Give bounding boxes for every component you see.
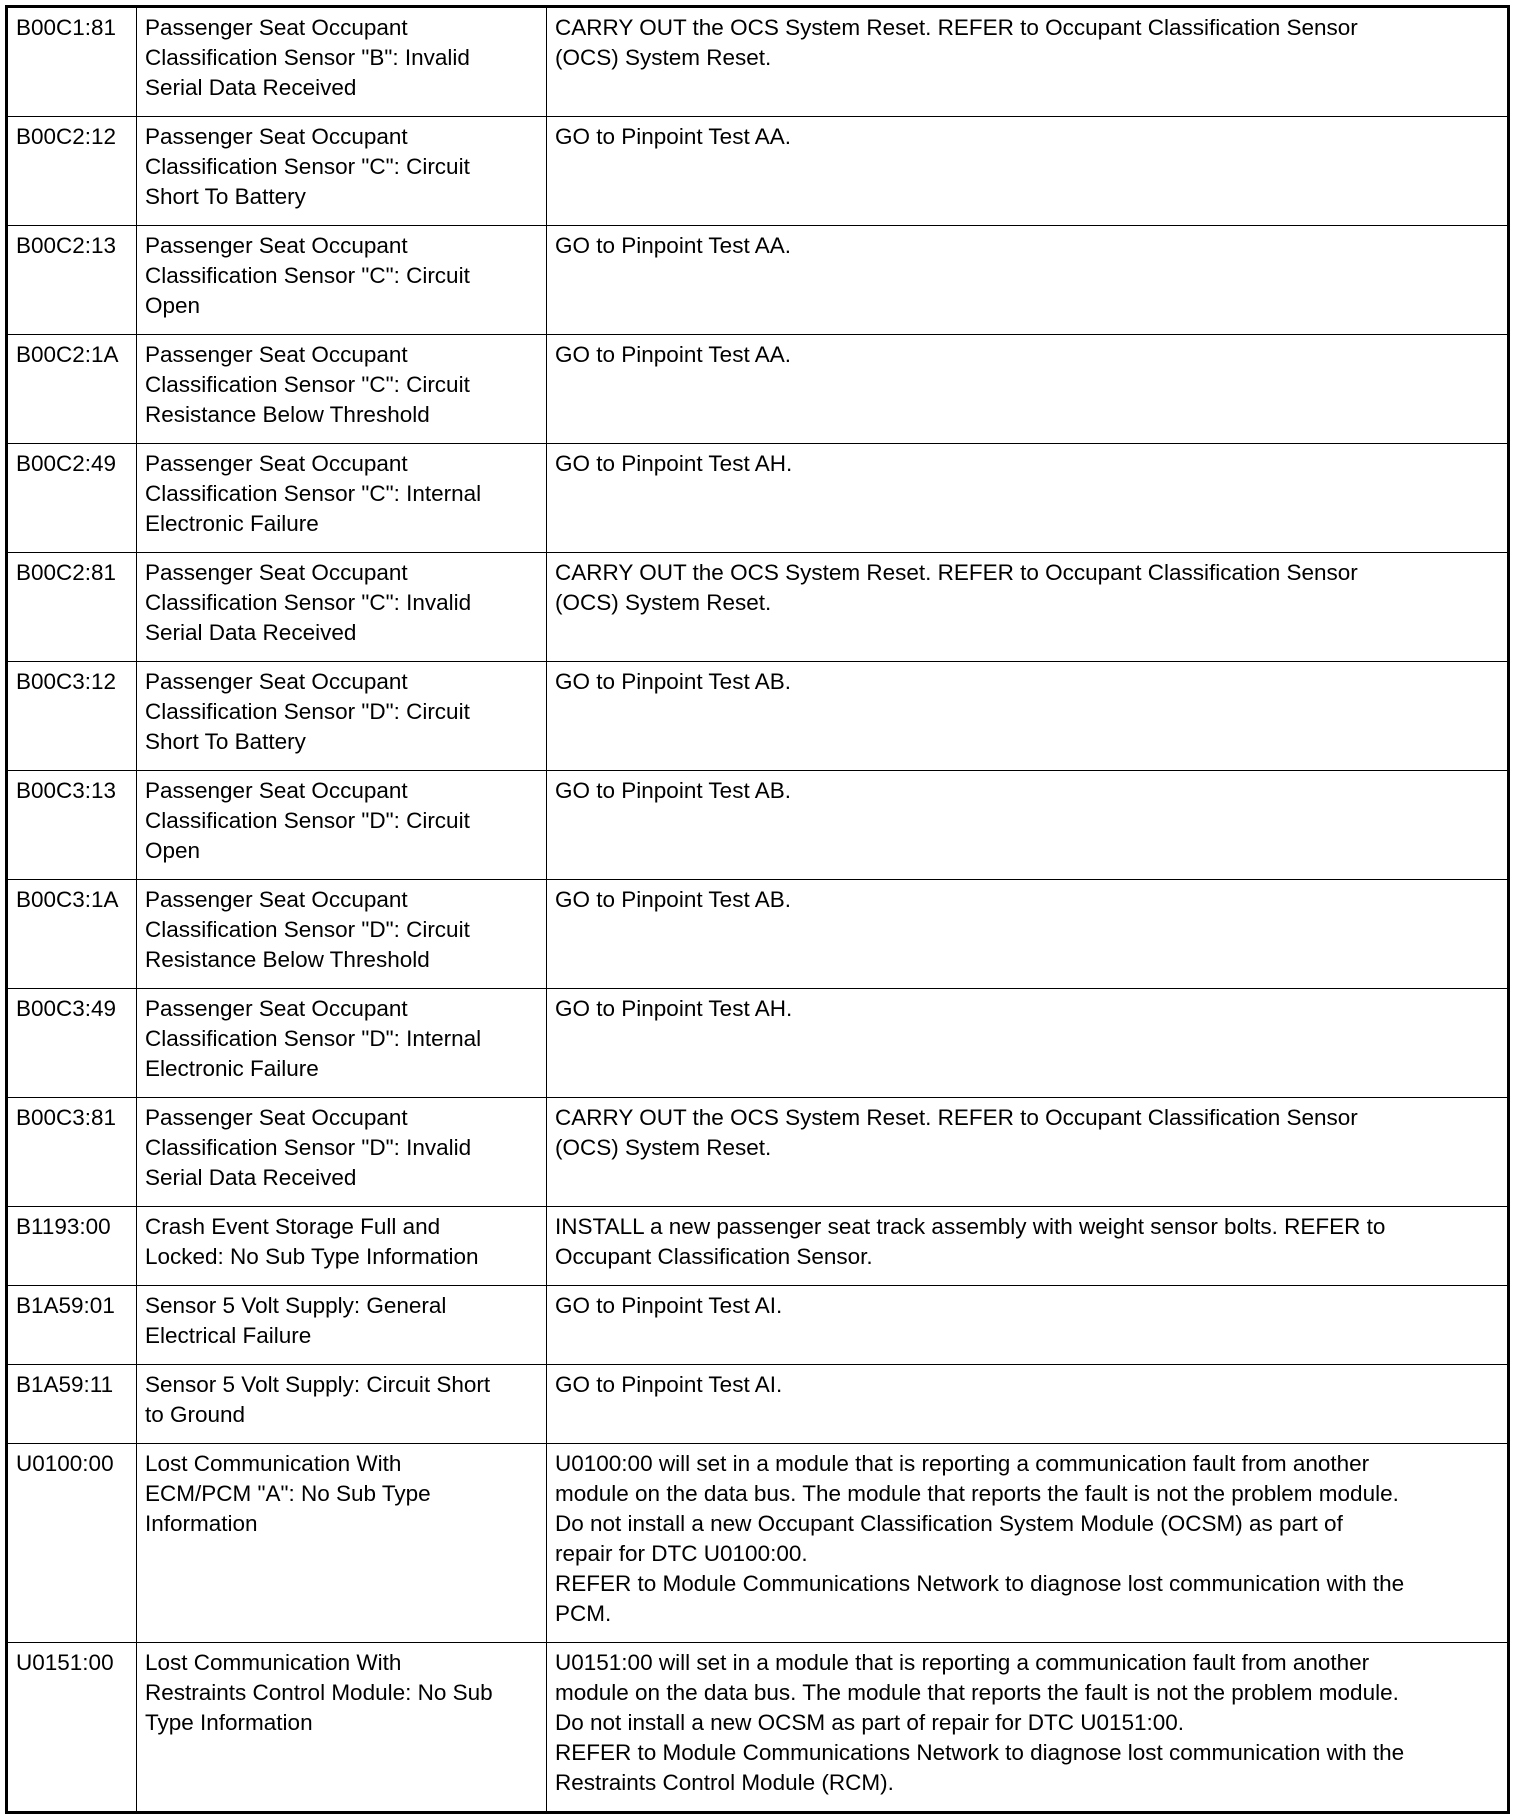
dtc-description-line: Classification Sensor "D": Circuit (145, 699, 470, 724)
dtc-code: B00C3:13 (7, 771, 137, 880)
dtc-action-line: GO to Pinpoint Test AH. (555, 996, 793, 1021)
dtc-code: B00C2:81 (7, 553, 137, 662)
dtc-description (137, 662, 547, 771)
dtc-action-line: GO to Pinpoint Test AA. (555, 124, 791, 149)
dtc-action-line: GO to Pinpoint Test AB. (555, 887, 791, 912)
dtc-action-line: U0151:00 will set in a module that is reporting a communication fault from another (555, 1650, 1370, 1675)
dtc-code: B00C3:1A (7, 880, 137, 989)
dtc-description-line: Electronic Failure (145, 511, 319, 536)
dtc-code: B1A59:01 (7, 1286, 137, 1365)
dtc-action-line: GO to Pinpoint Test AI. (555, 1293, 783, 1318)
dtc-code: B00C3:81 (7, 1098, 137, 1207)
dtc-description-line: Restraints Control Module: No Sub (145, 1680, 493, 1705)
table-row (7, 989, 1509, 1098)
dtc-description-line: Classification Sensor "D": Circuit (145, 917, 470, 942)
dtc-action-line: CARRY OUT the OCS System Reset. REFER to Occupant Classification Sensor (555, 1105, 1358, 1130)
table-row (7, 771, 1509, 880)
dtc-action-line: GO to Pinpoint Test AB. (555, 669, 791, 694)
dtc-action (547, 1207, 1509, 1286)
dtc-description-line: Classification Sensor "C": Internal (145, 481, 482, 506)
dtc-description-line: Serial Data Received (145, 1165, 357, 1190)
dtc-action-line: Occupant Classification Sensor. (555, 1244, 873, 1269)
dtc-description (137, 117, 547, 226)
dtc-action (547, 1444, 1509, 1643)
dtc-action (547, 771, 1509, 880)
dtc-action-line: PCM. (555, 1601, 612, 1626)
dtc-description (137, 1286, 547, 1365)
dtc-action (547, 553, 1509, 662)
dtc-description-line: Classification Sensor "C": Circuit (145, 154, 470, 179)
dtc-description-line: Open (145, 838, 201, 863)
dtc-description (137, 1365, 547, 1444)
dtc-action-line: repair for DTC U0100:00. (555, 1541, 808, 1566)
dtc-code: B1A59:11 (7, 1365, 137, 1444)
dtc-action (547, 662, 1509, 771)
dtc-action (547, 989, 1509, 1098)
dtc-description-line: Type Information (145, 1710, 313, 1735)
table-row (7, 335, 1509, 444)
dtc-description-line: Passenger Seat Occupant (145, 996, 408, 1021)
dtc-description (137, 1643, 547, 1813)
dtc-action (547, 444, 1509, 553)
dtc-action-line: GO to Pinpoint Test AA. (555, 342, 791, 367)
table-row (7, 1444, 1509, 1643)
dtc-code: B00C2:1A (7, 335, 137, 444)
dtc-action-line: module on the data bus. The module that reports the fault is not the problem module. (555, 1680, 1399, 1705)
dtc-description-line: Resistance Below Threshold (145, 402, 430, 427)
table-row (7, 1365, 1509, 1444)
dtc-code: B1193:00 (7, 1207, 137, 1286)
dtc-description-line: Locked: No Sub Type Information (145, 1244, 479, 1269)
dtc-description-line: Crash Event Storage Full and (145, 1214, 441, 1239)
dtc-description (137, 7, 547, 117)
dtc-description-line: Classification Sensor "D": Invalid (145, 1135, 472, 1160)
dtc-description-line: Serial Data Received (145, 75, 357, 100)
dtc-description-line: Sensor 5 Volt Supply: General (145, 1293, 447, 1318)
dtc-description (137, 335, 547, 444)
table-row (7, 553, 1509, 662)
dtc-action-line: U0100:00 will set in a module that is reporting a communication fault from another (555, 1451, 1370, 1476)
dtc-action (547, 1286, 1509, 1365)
dtc-description (137, 226, 547, 335)
dtc-action-line: GO to Pinpoint Test AI. (555, 1372, 783, 1397)
dtc-description-line: Lost Communication With (145, 1650, 402, 1675)
dtc-description-line: Passenger Seat Occupant (145, 560, 408, 585)
dtc-description-line: Passenger Seat Occupant (145, 124, 408, 149)
dtc-action-line: (OCS) System Reset. (555, 45, 772, 70)
dtc-action-line: module on the data bus. The module that reports the fault is not the problem module. (555, 1481, 1399, 1506)
table-row (7, 117, 1509, 226)
table-row (7, 880, 1509, 989)
dtc-description-line: Sensor 5 Volt Supply: Circuit Short (145, 1372, 491, 1397)
dtc-table (5, 5, 1510, 1814)
dtc-description-line: Passenger Seat Occupant (145, 669, 408, 694)
dtc-code: B00C3:49 (7, 989, 137, 1098)
dtc-description-line: ECM/PCM "A": No Sub Type (145, 1481, 431, 1506)
dtc-action (547, 7, 1509, 117)
dtc-description-line: Classification Sensor "C": Circuit (145, 263, 470, 288)
dtc-description-line: Electrical Failure (145, 1323, 312, 1348)
table-row (7, 1207, 1509, 1286)
table-row (7, 1098, 1509, 1207)
dtc-description-line: Passenger Seat Occupant (145, 15, 408, 40)
dtc-description-line: Classification Sensor "D": Internal (145, 1026, 482, 1051)
dtc-action-line: REFER to Module Communications Network to diagnose lost communication with the (555, 1571, 1405, 1596)
dtc-action (547, 1098, 1509, 1207)
dtc-description (137, 553, 547, 662)
table-row (7, 1286, 1509, 1365)
table-row (7, 444, 1509, 553)
dtc-description-line: Short To Battery (145, 184, 306, 209)
dtc-action-line: CARRY OUT the OCS System Reset. REFER to Occupant Classification Sensor (555, 15, 1358, 40)
table-row (7, 1643, 1509, 1813)
dtc-description-line: Serial Data Received (145, 620, 357, 645)
dtc-description (137, 989, 547, 1098)
dtc-code: B00C3:12 (7, 662, 137, 771)
dtc-action (547, 117, 1509, 226)
dtc-action (547, 335, 1509, 444)
dtc-description-line: Resistance Below Threshold (145, 947, 430, 972)
dtc-code: B00C1:81 (7, 7, 137, 117)
dtc-description-line: Classification Sensor "B": Invalid (145, 45, 470, 70)
dtc-action-line: REFER to Module Communications Network to diagnose lost communication with the (555, 1740, 1405, 1765)
dtc-action-line: Do not install a new OCSM as part of repair for DTC U0151:00. (555, 1710, 1185, 1735)
dtc-description-line: Classification Sensor "D": Circuit (145, 808, 470, 833)
dtc-description-line: Information (145, 1511, 258, 1536)
dtc-description-line: Passenger Seat Occupant (145, 342, 408, 367)
dtc-code: B00C2:49 (7, 444, 137, 553)
dtc-action-line: (OCS) System Reset. (555, 1135, 772, 1160)
table-row (7, 7, 1509, 117)
dtc-description (137, 444, 547, 553)
dtc-code: U0151:00 (7, 1643, 137, 1813)
dtc-action-line: INSTALL a new passenger seat track assembly with weight sensor bolts. REFER to (555, 1214, 1386, 1239)
dtc-action-line: (OCS) System Reset. (555, 590, 772, 615)
dtc-description-line: Classification Sensor "C": Invalid (145, 590, 472, 615)
dtc-description-line: Passenger Seat Occupant (145, 778, 408, 803)
dtc-description (137, 880, 547, 989)
dtc-description-line: Passenger Seat Occupant (145, 887, 408, 912)
dtc-action (547, 226, 1509, 335)
dtc-table-body (7, 7, 1509, 1813)
dtc-description-line: Passenger Seat Occupant (145, 1105, 408, 1130)
dtc-description-line: Short To Battery (145, 729, 306, 754)
dtc-action (547, 880, 1509, 989)
dtc-description-line: Passenger Seat Occupant (145, 233, 408, 258)
dtc-action-line: Restraints Control Module (RCM). (555, 1770, 894, 1795)
table-row (7, 662, 1509, 771)
dtc-description (137, 1098, 547, 1207)
dtc-action-line: GO to Pinpoint Test AA. (555, 233, 791, 258)
table-row (7, 226, 1509, 335)
dtc-code: B00C2:13 (7, 226, 137, 335)
dtc-code: U0100:00 (7, 1444, 137, 1643)
dtc-action (547, 1365, 1509, 1444)
dtc-action (547, 1643, 1509, 1813)
dtc-description-line: Passenger Seat Occupant (145, 451, 408, 476)
dtc-description-line: to Ground (145, 1402, 246, 1427)
dtc-action-line: Do not install a new Occupant Classification System Module (OCSM) as part of (555, 1511, 1343, 1536)
dtc-description-line: Classification Sensor "C": Circuit (145, 372, 470, 397)
dtc-action-line: GO to Pinpoint Test AB. (555, 778, 791, 803)
dtc-description-line: Open (145, 293, 201, 318)
dtc-description (137, 1207, 547, 1286)
dtc-description-line: Lost Communication With (145, 1451, 402, 1476)
dtc-action-line: GO to Pinpoint Test AH. (555, 451, 793, 476)
dtc-description-line: Electronic Failure (145, 1056, 319, 1081)
dtc-action-line: CARRY OUT the OCS System Reset. REFER to Occupant Classification Sensor (555, 560, 1358, 585)
dtc-code: B00C2:12 (7, 117, 137, 226)
dtc-description (137, 1444, 547, 1643)
dtc-description (137, 771, 547, 880)
